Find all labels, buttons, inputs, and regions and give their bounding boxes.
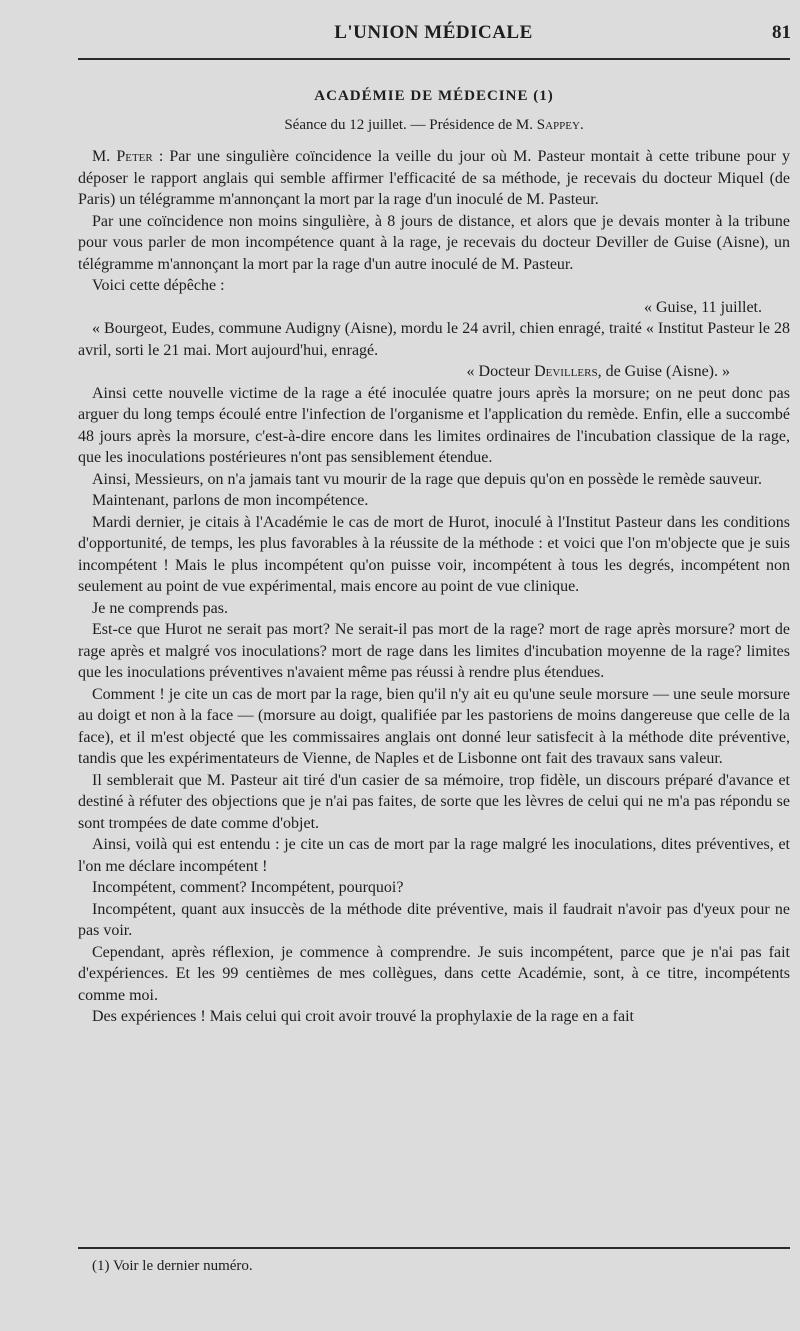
paragraph-text: Par une singulière coïncidence la veille du jour où M. Pasteur montait à cette tribune pour y déposer le rapport anglais qui semble affirmer l'efficacité de sa méthode, je recevais du docteur Miquel (de Paris) un télégramme m'annonçant la mort par la rage d'un inoculé de M. Pasteur. — [78, 148, 791, 208]
paragraph: Mardi dernier, je citais à l'Académie le cas de mort de Hurot, inoculé à l'Institut Pasteur dans les conditions d'opportunité, de temps, les plus favorables à la réussite de la méthode : et voici que l'on m'objecte que je suis incompétent ! Mais le plus incompétent qu'on puisse voir, incompétent à tous les degrés, incompétent non seulement au point de vue expérimental, mais encore au point de vue clinique. — [78, 513, 790, 595]
journal-title: L'UNION MÉDICALE — [334, 22, 533, 43]
session-president: Sappey — [536, 116, 580, 133]
signature-prefix: « Docteur — [466, 363, 535, 380]
session-suffix: . — [579, 116, 584, 133]
page-number: 81 — [772, 22, 791, 43]
telegram-dateline: « Guise, 11 juillet. — [643, 298, 762, 316]
paragraph: Voici cette dépêche : — [92, 277, 225, 294]
telegram-text: « Bourgeot, Eudes, commune Audigny (Aisne), mordu le 24 avril, chien enragé, traité « Institut Pasteur le 28 avril, sorti le 21 mai. Mort aujourd'hui, enragé. — [78, 320, 790, 359]
paragraph: Comment ! je cite un cas de mort par la rage, bien qu'il n'y ait eu qu'une seule morsure — une seule morsure au doigt et non à la face — (morsure au doigt, qualifiée par les pastoriens de moins dangereuse que celle de la face), et il m'est objecté que les commissaires anglais ont donné leur satisfecit à la méthode dite préventive, tandis que les expérimentateurs de Vienne, de Naples et de Lisbonne ont fait des travaux sans valeur. — [78, 685, 790, 767]
paragraph: Des expériences ! Mais celui qui croit avoir trouvé la prophylaxie de la rage en a fait — [92, 1008, 634, 1025]
paragraph: Est-ce que Hurot ne serait pas mort? Ne serait-il pas mort de la rage? mort de rage après morsure? mort de rage après et malgré vos inoculations? mort de rage dans les limites d'incubation moyenne de la rage? limites que les inoculations préventives n'avaient même pas réussi à rendre plus étendues. — [78, 621, 790, 681]
paragraph: Ainsi cette nouvelle victime de la rage a été inoculée quatre jours après la morsure; on ne peut donc pas arguer du long temps écoulé entre l'infection de l'organisme et l'application du remède. Enfin, elle a succombé 48 jours après la morsure, c'est-à-dire encore dans les limites ordinaires de l'incubation classique de la rage, que les inoculations postérieures n'ont pas sensiblement étendue. — [78, 384, 790, 466]
paragraph: M. Peter : Par une singulière coïncidence la veille du jour où M. Pasteur montait à cette tribune pour y déposer le rapport anglais qui semble affirmer l'efficacité de sa méthode, je recevais du docteur Miquel (de Paris) un télégramme m'annonçant la mort par la rage d'un inoculé de M. Pasteur. — [78, 148, 791, 208]
paragraph: Ainsi, Messieurs, on n'a jamais tant vu mourir de la rage que depuis qu'on en possède le remède sauveur. — [92, 470, 763, 488]
telegram-signature — [78, 361, 790, 383]
session-prefix: Séance du 12 juillet. — Présidence de M. — [284, 116, 537, 133]
section-title: ACADÉMIE DE MÉDECINE (1) — [314, 88, 554, 104]
signature-name: Devillers — [534, 363, 598, 380]
paragraph: Incompétent, comment? Incompétent, pourquoi? — [92, 879, 404, 896]
paragraph: Incompétent, quant aux insuccès de la méthode dite préventive, mais il faudrait n'avoir pas d'yeux pour ne pas voir. — [78, 900, 790, 939]
signature-suffix: , de Guise (Aisne). » — [597, 363, 730, 380]
session-line — [78, 115, 790, 137]
paragraph: Ainsi, voilà qui est entendu : je cite un cas de mort par la rage malgré les inoculations, dites préventives, et l'on me déclare incompétent ! — [78, 836, 790, 875]
paragraph: Il semblerait que M. Pasteur ait tiré d'un casier de sa mémoire, trop fidèle, un discours préparé d'avance et destiné à réfuter des objections que je n'ai pas faites, de sorte que les lèvres de celui qui ne m'a pas répondu se sont trompées de date comme d'objet. — [78, 771, 790, 832]
running-head — [76, 22, 791, 52]
paragraph: Par une coïncidence non moins singulière, à 8 jours de distance, et alors que je devais monter à la tribune pour vous parler de mon incompétence quant à la rage, je recevais du docteur Deviller de Guise (Aisne), un télégramme m'annonçant la mort par la rage d'un autre inoculé de M. Pasteur. — [78, 212, 790, 273]
speaker-name: Peter — [116, 148, 153, 165]
footnote-rule — [78, 1247, 790, 1249]
article-body — [78, 84, 790, 1028]
paragraph: Maintenant, parlons de mon incompétence. — [92, 492, 369, 509]
paragraph: Je ne comprends pas. — [92, 599, 228, 617]
paragraph: Cependant, après réflexion, je commence à comprendre. Je suis incompétent, parce que je n'ai pas fait d'expériences. Et les 99 centièmes de mes collègues, dans cette Académie, sont, à ce titre, incompétents comme moi. — [78, 943, 790, 1004]
footnote: (1) Voir le dernier numéro. — [92, 1258, 253, 1274]
header-rule — [78, 58, 790, 60]
